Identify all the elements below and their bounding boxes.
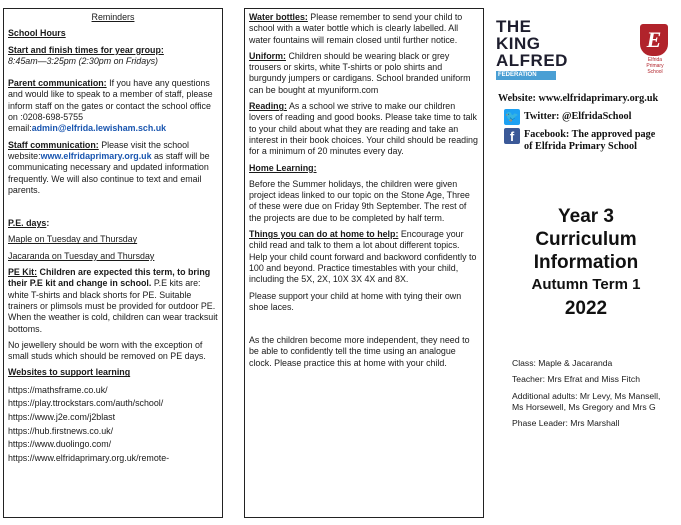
home-learning-heading: Home Learning:: [249, 162, 317, 173]
email-label: email:: [8, 123, 32, 134]
pe-days-heading: P.E. days: [8, 218, 47, 229]
reading-heading: Reading:: [249, 101, 287, 112]
reminders-title: Reminders: [91, 12, 135, 22]
pe-kit-heading: PE Kit:: [8, 267, 38, 278]
parent-communication: [8, 78, 218, 134]
uniform: [249, 51, 479, 96]
shoelaces-note: Please support your child at home with tying their own shoe laces.: [249, 290, 462, 312]
year-number: 2022: [564, 298, 608, 319]
jewellery-note: No jewellery should be worn with the exception of small studs which should be removed on PE days.: [8, 339, 206, 362]
elfrida-shield-icon: E: [640, 24, 668, 56]
water-text: Please remember to send your child to school with a water bottle which is clearly labelled. All water fountains will remain closed until further notice.: [249, 12, 463, 45]
curriculum-title: Curriculum: [535, 229, 637, 250]
term-title: Autumn Term 1: [531, 276, 641, 293]
parent-comm-heading: Parent communication:: [8, 78, 107, 89]
facebook-line-2: of Elfrida Primary School: [524, 141, 637, 152]
elfrida-logo-name: Elfrida Primary School: [646, 57, 664, 75]
websites-heading: Websites to support learning: [8, 367, 131, 378]
home-learning-text: Before the Summer holidays, the children were given project ideas linked to our topic on the Stone Age, Three of these were due on Friday 9th September. The rest of the projects are due to be completed by half term.: [249, 178, 470, 223]
staff-comm-text-a: Please visit the school website:: [8, 139, 190, 161]
facebook-icon: f: [504, 128, 520, 144]
reading: [249, 101, 479, 157]
start-finish-heading: Start and finish times for year group:: [8, 44, 164, 55]
school-website-link[interactable]: www.elfridaprimary.org.uk: [40, 150, 152, 161]
ka-logo-sub: FEDERATION: [496, 71, 556, 80]
uniform-heading: Uniform:: [249, 50, 286, 61]
website-link[interactable]: https://hub.firstnews.co.uk/: [8, 425, 114, 436]
class-line: Class: Maple & Jacaranda: [512, 358, 613, 368]
website-links: [8, 384, 218, 466]
ka-logo-text: THE KING ALFRED: [496, 17, 568, 70]
left-panel: [3, 8, 223, 518]
website-link[interactable]: https://www.elfridaprimary.org.uk/remote-: [8, 452, 170, 463]
pe-kit: [8, 267, 218, 335]
website-link[interactable]: https://www.j2e.com/j2blast: [8, 411, 116, 422]
staff-info: [512, 358, 672, 429]
teacher-line: Teacher: Mrs Efrat and Miss Fitch: [512, 374, 640, 385]
reading-text: As a school we strive to make our children lovers of reading and good books. Please take time to talk to your child about what they are reading and take an interest in their book choices. Your child should be reading for a minimum of 20 minutes every day.: [249, 101, 478, 157]
things-heading: Things you can do at home to help:: [249, 229, 399, 240]
website-line[interactable]: Website: www.elfridaprimary.org.uk: [498, 93, 659, 104]
elfrida-logo: [640, 24, 670, 80]
water-heading: Water bottles:: [249, 12, 308, 22]
pe-jacaranda: Jacaranda on Tuesday and Thursday: [8, 250, 155, 261]
pe-days-colon: :: [46, 218, 50, 229]
staff-comm-heading: Staff communication:: [8, 139, 99, 150]
things-text: Encourage your child read and talk to them a lot about different topics. Help your child count forward and backword confidently to 100 and beyond. Practice timestables with your child, including the 5X, 2X, 10X 3X 4X and 8X.: [249, 229, 477, 285]
right-panel: [494, 8, 678, 518]
website-link[interactable]: https://play.ttrockstars.com/auth/school/: [8, 398, 164, 409]
things-to-help: [249, 229, 479, 285]
title-block: [494, 205, 678, 320]
school-hours-heading: School Hours: [8, 28, 66, 39]
school-email-link[interactable]: admin@elfrida.lewisham.sch.uk: [31, 123, 167, 134]
twitter-icon: 🐦: [505, 111, 519, 123]
adults-line: Additional adults: Mr Levy, Ms Mansell, Ms Horsewell, Ms Gregory and Mrs G: [512, 390, 661, 412]
pe-days: [8, 218, 218, 229]
staff-communication: [8, 140, 218, 196]
twitter-line[interactable]: Twitter: @ElfridaSchool: [524, 111, 632, 122]
water-bottles: [249, 12, 479, 46]
pe-kit-text: P.E kits are: white T-shirts and black shorts for PE. Suitable trainers or plimsols must be provided for outdoor PE. When the weather is cold, children can wear tracksuit bottoms.: [8, 278, 218, 334]
clock-note: As the children become more independent, they need to be able to confidently tell the time using an analogue clock. Please practice this at home with your child.: [249, 335, 470, 368]
facebook-line-1[interactable]: Facebook: The approved page: [524, 129, 656, 140]
website-link[interactable]: https://www.duolingo.com/: [8, 439, 112, 450]
website-link[interactable]: https://mathsframe.co.uk/: [8, 384, 108, 395]
school-times: 8:45am—3:25pm (2:30pm on Fridays): [8, 55, 158, 66]
middle-panel: [244, 8, 484, 518]
parent-comm-text: If you have any questions and would like to speak to a member of staff, please inform staff on the gates or contact the school office on :: [8, 78, 213, 123]
pe-maple: Maple on Tuesday and Thursday: [8, 234, 138, 245]
information-title: Information: [533, 252, 639, 273]
uniform-text: Children should be wearing black or grey trousers or skirts, white T-shirts or polo shirts and burgundy jumpers or cardigans. School branded uniform can be bought at myuniform.com: [249, 50, 471, 95]
leader-line: Phase Leader: Mrs Marshall: [512, 418, 620, 429]
pe-kit-bold: Children are expected this term, to bring their P.E kit and change in school.: [8, 267, 211, 289]
staff-comm-text-b: as staff will be communicating necessary and updated information frequently. We will also continue to text and email parents.: [8, 150, 210, 195]
school-phone[interactable]: 0208-698-5755: [22, 112, 84, 123]
year-title: Year 3: [558, 206, 614, 227]
king-alfred-logo: [496, 17, 568, 78]
